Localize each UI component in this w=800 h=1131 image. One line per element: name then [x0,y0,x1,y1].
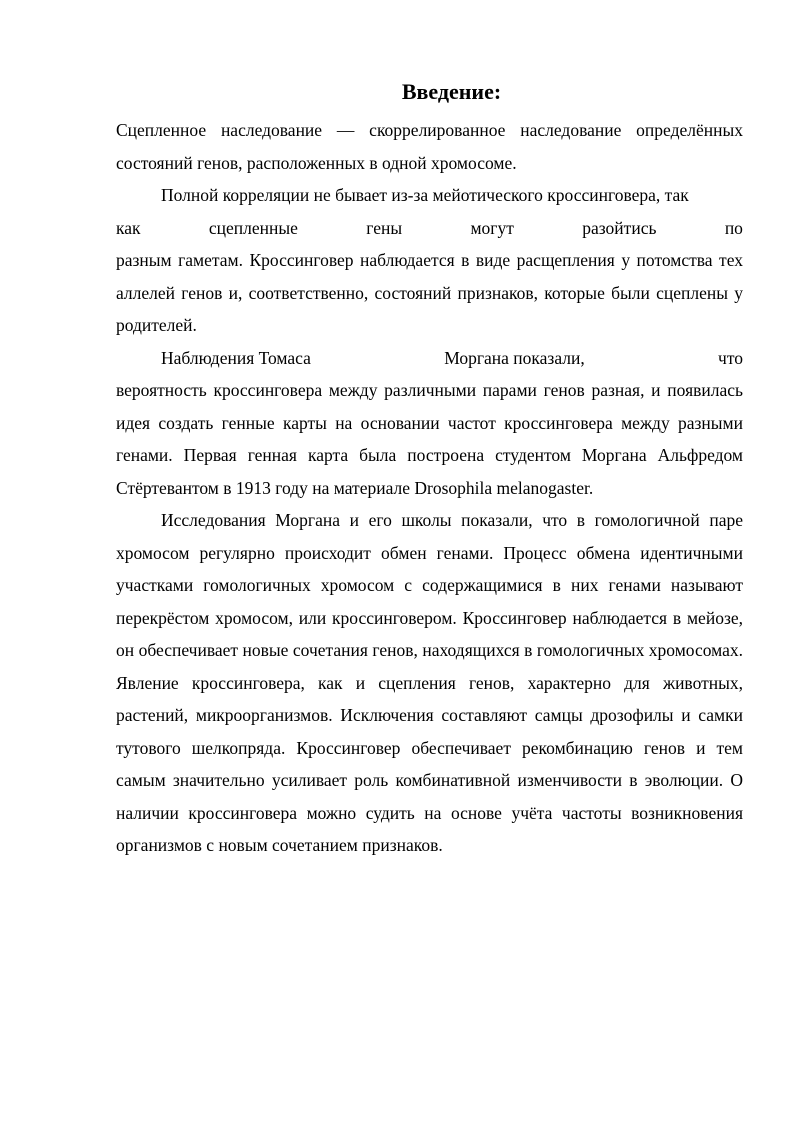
spread-word: Моргана показали, [444,347,585,368]
spread-word: Наблюдения Томаса [161,347,311,368]
spread-word: как [116,217,141,238]
page-title: Введение: [401,79,502,104]
paragraph-2 [116,179,743,342]
spread-word: гены [366,217,403,238]
spread-word: что [718,347,743,368]
paragraph-2-spread-line [116,212,743,245]
spread-word: сцепленные [208,217,298,238]
paragraph-3 [116,342,743,505]
spread-word: могут [470,217,514,238]
document-body [116,114,743,862]
spread-word: разойтись [582,217,657,238]
paragraph-3-spread-line [116,342,743,375]
paragraph-1: Сцепленное наследование — скоррелированное наследование определённых состояний генов, расположенных в одной хромосоме. [116,120,743,173]
paragraph-2-line-1: Полной корреляции не бывает из-за мейотического кроссинговера, так [161,185,689,205]
paragraph-4: Исследования Моргана и его школы показали, что в гомологичной паре хромосом регулярно происходит обмен генами. Процесс обмена идентичными участками гомологичных хромосом с содержащимися в них генами называют перекрёстом хромосом, или кроссинговером. Кроссинговер наблюдается в мейозе, он обеспечивает новые сочетания генов, находящихся в гомологичных хромосомах. Явление кроссинговера, как и сцепления генов, характерно для животных, растений, микроорганизмов. Исключения составляют самцы дрозофилы и самки тутового шелкопряда. Кроссинговер обеспечивает рекомбинацию генов и тем самым значительно усиливает роль комбинативной изменчивости в эволюции. О наличии кроссинговера можно судить на основе учёта частоты возникновения организмов с новым сочетанием признаков. [116,510,743,855]
paragraph-3-rest: вероятность кроссинговера между различными парами генов разная, и появилась идея создать генные карты на основании частот кроссинговера между разными генами. Первая генная карта была построена студентом Моргана Альфредом Стёртевантом в 1913 году на материале Drosophila melanogaster. [116,380,743,498]
paragraph-2-rest: разным гаметам. Кроссинговер наблюдается в виде расщепления у потомства тех аллелей генов и, соответственно, состояний признаков, которые были сцеплены у родителей. [116,250,743,335]
spread-word: по [724,217,743,238]
